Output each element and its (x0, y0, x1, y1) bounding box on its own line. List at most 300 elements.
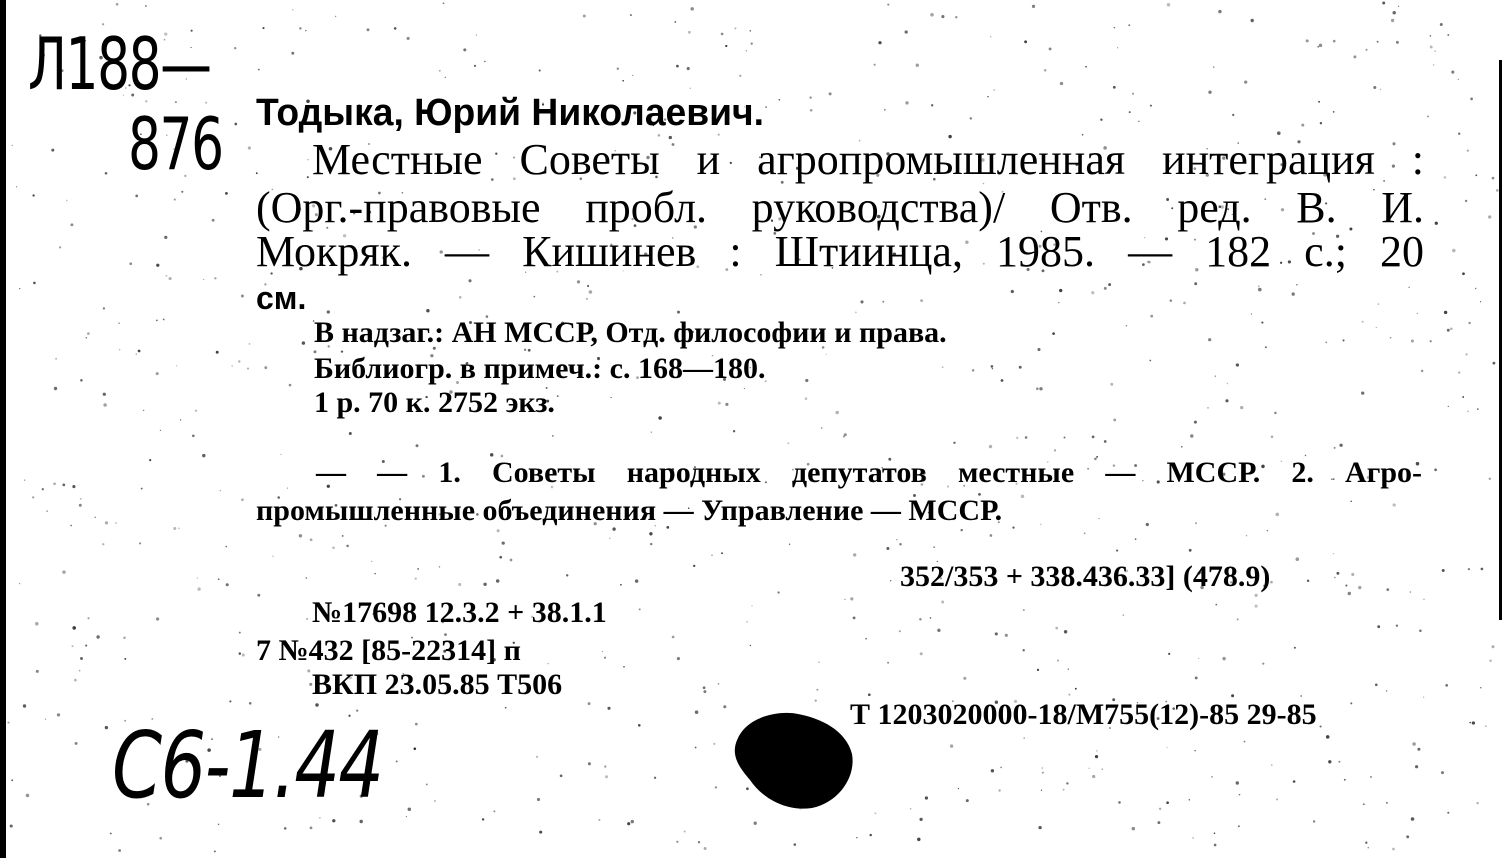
speckle-dot (434, 800, 436, 802)
speckle-dot (1237, 618, 1239, 620)
speckle-dot (19, 583, 20, 584)
speckle-dot (1019, 366, 1022, 369)
speckle-dot (249, 343, 251, 345)
speckle-dot (1444, 176, 1447, 179)
author-heading: Тодыка, Юрий Николаевич. (256, 92, 765, 134)
speckle-dot (586, 298, 588, 300)
title-line: см. (256, 280, 307, 316)
speckle-dot (1362, 321, 1364, 323)
speckle-dot (687, 67, 690, 70)
speckle-dot (713, 743, 715, 745)
speckle-dot (2, 787, 4, 789)
speckle-dot (247, 368, 249, 370)
speckle-dot (1132, 827, 1136, 831)
speckle-dot (627, 822, 630, 825)
speckle-dot (70, 525, 72, 527)
speckle-dot (302, 341, 305, 344)
speckle-dot (1049, 47, 1052, 50)
speckle-dot (1485, 725, 1486, 726)
speckle-dot (505, 707, 507, 709)
speckle-dot (174, 199, 176, 201)
speckle-dot (953, 442, 955, 444)
speckle-dot (856, 837, 857, 838)
speckle-dot (676, 65, 679, 68)
speckle-dot (654, 777, 656, 779)
speckle-dot (1447, 329, 1450, 332)
speckle-dot (1430, 340, 1432, 342)
speckle-dot (989, 445, 992, 448)
speckle-dot (307, 159, 308, 160)
speckle-dot (257, 594, 260, 597)
speckle-dot (181, 191, 183, 193)
speckle-dot (878, 41, 881, 44)
speckle-dot (1318, 101, 1320, 103)
speckle-dot (789, 543, 790, 544)
speckle-dot (1068, 669, 1069, 670)
speckle-dot (1468, 322, 1470, 324)
speckle-dot (746, 50, 747, 51)
speckle-dot (1423, 598, 1425, 600)
speckle-dot (1370, 776, 1372, 778)
speckle-dot (1489, 478, 1491, 480)
speckle-dot (1274, 412, 1277, 415)
speckle-dot (941, 15, 944, 18)
speckle-dot (197, 578, 198, 579)
speckle-dot (623, 666, 625, 668)
speckle-dot (284, 827, 287, 830)
speckle-dot (510, 559, 513, 562)
speckle-dot (136, 353, 137, 354)
speckle-dot (605, 775, 608, 778)
speckle-dot (1110, 383, 1113, 386)
speckle-dot (307, 669, 310, 672)
speckle-dot (214, 850, 216, 852)
speckle-dot (993, 89, 995, 91)
publisher-code: Т 1203020000-18/М755(12)-85 29-85 (850, 698, 1317, 731)
speckle-dot (299, 27, 301, 29)
speckle-dot (1353, 55, 1356, 58)
speckle-dot (1476, 802, 1478, 804)
speckle-dot (1214, 832, 1216, 834)
speckle-dot (1041, 767, 1043, 769)
speckle-dot (1208, 338, 1211, 341)
speckle-dot (1338, 761, 1340, 763)
speckle-dot (1236, 363, 1239, 366)
speckle-dot (310, 827, 313, 830)
speckle-dot (1307, 580, 1309, 582)
speckle-dot (1382, 2, 1385, 5)
speckle-dot (1328, 760, 1331, 763)
speckle-dot (238, 360, 240, 362)
speckle-dot (80, 657, 83, 660)
speckle-dot (821, 427, 822, 428)
speckle-dot (676, 841, 678, 843)
speckle-dot (66, 200, 68, 202)
speckle-dot (1271, 435, 1274, 438)
speckle-dot (468, 279, 471, 282)
speckle-dot (1435, 50, 1436, 51)
speckle-dot (1001, 379, 1004, 382)
speckle-dot (239, 632, 241, 634)
speckle-dot (62, 484, 65, 487)
speckle-dot (35, 622, 39, 626)
speckle-dot (777, 591, 779, 593)
speckle-dot (499, 556, 502, 559)
speckle-dot (1261, 322, 1263, 324)
speckle-dot (1189, 799, 1191, 801)
speckle-dot (698, 841, 700, 843)
speckle-dot (711, 554, 713, 556)
speckle-dot (299, 534, 302, 537)
speckle-dot (80, 498, 82, 500)
speckle-dot (1068, 693, 1070, 695)
speckle-dot (1100, 119, 1102, 121)
speckle-dot (1251, 19, 1254, 22)
speckle-dot (1434, 468, 1437, 471)
speckle-dot (744, 388, 745, 389)
speckle-dot (638, 724, 641, 727)
speckle-dot (1336, 572, 1339, 575)
speckle-dot (587, 285, 589, 287)
speckle-dot (1059, 289, 1062, 292)
speckle-dot (695, 710, 699, 714)
speckle-dot (75, 742, 78, 745)
speckle-dot (1063, 789, 1065, 791)
speckle-dot (305, 30, 307, 32)
speckle-dot (703, 690, 706, 693)
speckle-dot (1023, 737, 1025, 739)
speckle-dot (1129, 111, 1131, 113)
speckle-dot (12, 145, 13, 146)
speckle-dot (1116, 550, 1118, 552)
speckle-dot (887, 4, 889, 6)
speckle-dot (55, 358, 57, 360)
speckle-dot (970, 117, 972, 119)
speckle-dot (1451, 71, 1454, 74)
speckle-dot (1060, 82, 1063, 85)
speckle-dot (1225, 399, 1228, 402)
speckle-dot (896, 539, 897, 540)
speckle-dot (1023, 609, 1025, 611)
speckle-dot (1270, 581, 1273, 584)
speckle-dot (991, 365, 994, 368)
note-line: 1 р. 70 к. 2752 экз. (314, 386, 555, 419)
speckle-dot (79, 670, 81, 672)
speckle-dot (197, 587, 200, 590)
speckle-dot (1492, 177, 1495, 180)
speckle-dot (242, 653, 245, 656)
speckle-dot (262, 27, 264, 29)
speckle-dot (1168, 653, 1170, 655)
speckle-dot (1108, 283, 1111, 286)
speckle-dot (725, 45, 727, 47)
speckle-dot (1123, 614, 1125, 616)
speckle-dot (1064, 437, 1066, 439)
speckle-dot (920, 652, 923, 655)
speckle-dot (739, 75, 741, 77)
speckle-dot (1393, 503, 1396, 506)
speckle-dot (417, 568, 419, 570)
speckle-dot (1195, 522, 1197, 524)
speckle-dot (1276, 798, 1278, 800)
speckle-dot (72, 485, 75, 488)
speckle-dot (1475, 174, 1477, 176)
speckle-dot (249, 702, 252, 705)
speckle-dot (1468, 568, 1470, 570)
speckle-dot (87, 332, 90, 335)
speckle-dot (1036, 387, 1039, 390)
speckle-dot (1458, 79, 1459, 80)
speckle-dot (750, 645, 751, 646)
subject-line: — — 1. Советы народных депутатов местные — МССР. 2. Агро- (316, 456, 1422, 489)
speckle-dot (1462, 272, 1465, 275)
speckle-dot (1447, 34, 1449, 36)
speckle-dot (693, 565, 695, 567)
classification-index: 352/353 + 338.436.33] (478.9) (900, 560, 1271, 593)
speckle-dot (1472, 721, 1475, 724)
speckle-dot (10, 824, 13, 827)
speckle-dot (1333, 111, 1335, 113)
speckle-dot (85, 645, 87, 647)
speckle-dot (1480, 687, 1481, 688)
speckle-dot (86, 337, 87, 338)
speckle-dot (291, 52, 294, 55)
speckle-dot (1386, 802, 1388, 804)
speckle-dot (1358, 586, 1361, 589)
speckle-dot (750, 30, 751, 31)
speckle-dot (1039, 387, 1042, 390)
speckle-dot (1496, 189, 1499, 192)
speckle-dot (1138, 121, 1139, 122)
speckle-dot (306, 618, 308, 620)
speckle-dot (220, 490, 221, 491)
speckle-dot (539, 69, 541, 71)
speckle-dot (141, 488, 143, 490)
speckle-dot (810, 109, 813, 112)
speckle-dot (1066, 782, 1068, 784)
speckle-dot (1480, 301, 1481, 302)
speckle-dot (1054, 449, 1056, 451)
speckle-dot (916, 64, 919, 67)
speckle-dot (1262, 663, 1264, 665)
speckle-dot (1423, 697, 1424, 698)
speckle-dot (1296, 557, 1300, 561)
speckle-dot (1244, 80, 1247, 83)
speckle-dot (966, 799, 969, 802)
speckle-dot (557, 395, 559, 397)
speckle-dot (874, 64, 876, 66)
speckle-dot (1320, 725, 1322, 727)
speckle-dot (212, 219, 215, 222)
speckle-dot (1132, 93, 1134, 95)
speckle-dot (1198, 658, 1199, 659)
speckle-dot (1038, 826, 1041, 829)
speckle-dot (195, 409, 197, 411)
speckle-dot (1232, 114, 1234, 116)
speckle-dot (1194, 282, 1197, 285)
speckle-dot (1313, 820, 1315, 822)
speckle-dot (1005, 634, 1008, 637)
speckle-dot (443, 2, 445, 4)
speckle-dot (1213, 66, 1215, 68)
speckle-dot (1378, 303, 1379, 304)
speckle-dot (987, 96, 988, 97)
speckle-dot (1351, 573, 1354, 576)
speckle-dot (414, 748, 416, 750)
speckle-dot (818, 661, 819, 662)
speckle-dot (502, 541, 505, 544)
speckle-dot (234, 47, 236, 49)
handwritten-call-number-line2: 876 (128, 102, 223, 186)
speckle-dot (1467, 411, 1469, 413)
speckle-dot (138, 350, 141, 353)
speckle-dot (588, 762, 591, 765)
speckle-dot (1016, 437, 1018, 439)
speckle-dot (919, 818, 922, 821)
speckle-dot (794, 843, 797, 846)
speckle-dot (1452, 249, 1456, 253)
speckle-dot (156, 372, 159, 375)
speckle-dot (620, 584, 622, 586)
speckle-dot (1440, 23, 1443, 26)
speckle-dot (80, 379, 83, 382)
speckle-dot (1208, 91, 1211, 94)
speckle-dot (649, 532, 652, 535)
speckle-dot (367, 28, 370, 31)
speckle-dot (1447, 812, 1449, 814)
speckle-dot (695, 747, 697, 749)
speckle-dot (1412, 742, 1416, 746)
speckle-dot (905, 30, 908, 33)
speckle-dot (1411, 817, 1415, 821)
speckle-dot (963, 677, 966, 680)
speckle-dot (346, 545, 349, 548)
note-line: В надзаг.: АН МССР, Отд. философии и права. (314, 316, 947, 349)
speckle-dot (1052, 332, 1055, 335)
speckle-dot (941, 601, 944, 604)
speckle-dot (1386, 690, 1388, 692)
speckle-dot (1344, 779, 1346, 781)
speckle-dot (639, 608, 641, 610)
speckle-dot (416, 444, 419, 447)
speckle-dot (672, 636, 675, 639)
speckle-dot (225, 546, 227, 548)
speckle-dot (1488, 215, 1491, 218)
speckle-dot (718, 402, 721, 405)
speckle-dot (463, 48, 466, 51)
speckle-dot (1236, 781, 1239, 784)
speckle-dot (241, 498, 244, 501)
speckle-dot (1433, 64, 1435, 66)
speckle-dot (690, 7, 693, 10)
speckle-dot (1192, 837, 1193, 838)
speckle-dot (684, 830, 686, 832)
speckle-dot (787, 442, 789, 444)
speckle-dot (733, 430, 735, 432)
speckle-dot (537, 798, 540, 801)
speckle-dot (26, 794, 30, 798)
speckle-dot (307, 176, 309, 178)
handwritten-call-number-line1: Л188— (28, 22, 211, 106)
speckle-dot (598, 819, 600, 821)
speckle-dot (51, 149, 54, 152)
speckle-dot (1319, 44, 1322, 47)
speckle-dot (1040, 524, 1041, 525)
speckle-dot (32, 496, 34, 498)
speckle-dot (426, 309, 429, 312)
speckle-dot (1157, 821, 1160, 824)
speckle-dot (374, 573, 376, 575)
speckle-dot (1386, 588, 1389, 591)
speckle-dot (533, 296, 535, 298)
speckle-dot (853, 617, 856, 620)
speckle-dot (96, 635, 99, 638)
speckle-dot (995, 632, 998, 635)
speckle-dot (735, 27, 737, 29)
speckle-dot (809, 96, 811, 98)
speckle-dot (602, 651, 603, 652)
speckle-dot (394, 27, 397, 30)
speckle-dot (1462, 396, 1464, 398)
speckle-dot (1181, 446, 1183, 448)
speckle-dot (882, 301, 884, 303)
speckle-dot (905, 101, 908, 104)
speckle-dot (42, 488, 44, 490)
speckle-dot (816, 689, 818, 691)
speckle-dot (1084, 532, 1086, 534)
speckle-dot (860, 300, 863, 303)
speckle-dot (4, 114, 6, 116)
speckle-dot (139, 542, 141, 544)
speckle-dot (937, 629, 940, 632)
speckle-dot (129, 262, 132, 265)
speckle-dot (7, 722, 9, 724)
speckle-dot (272, 556, 273, 557)
speckle-dot (164, 236, 167, 239)
speckle-dot (990, 534, 993, 537)
speckle-dot (231, 365, 232, 366)
speckle-dot (933, 546, 935, 548)
speckle-dot (721, 552, 723, 554)
speckle-dot (607, 707, 610, 710)
speckle-dot (149, 459, 151, 461)
speckle-dot (1265, 346, 1267, 348)
speckle-dot (1411, 340, 1414, 343)
speckle-dot (119, 349, 121, 351)
speckle-dot (992, 368, 993, 369)
speckle-dot (426, 783, 428, 785)
speckle-dot (829, 92, 832, 95)
speckle-dot (1117, 47, 1118, 48)
speckle-dot (547, 663, 548, 664)
speckle-dot (102, 543, 104, 545)
speckle-dot (1037, 669, 1039, 671)
code-line: №17698 12.3.2 + 38.1.1 (312, 596, 607, 629)
speckle-dot (826, 354, 827, 355)
speckle-dot (1258, 288, 1262, 292)
speckle-dot (1135, 538, 1137, 540)
speckle-dot (1377, 41, 1379, 43)
speckle-dot (1267, 530, 1268, 531)
speckle-dot (1326, 735, 1330, 739)
speckle-dot (917, 838, 920, 841)
speckle-dot (1465, 353, 1467, 355)
speckle-dot (79, 504, 82, 507)
speckle-dot (234, 123, 237, 126)
speckle-dot (899, 543, 902, 546)
speckle-dot (658, 416, 662, 420)
speckle-dot (910, 808, 912, 810)
